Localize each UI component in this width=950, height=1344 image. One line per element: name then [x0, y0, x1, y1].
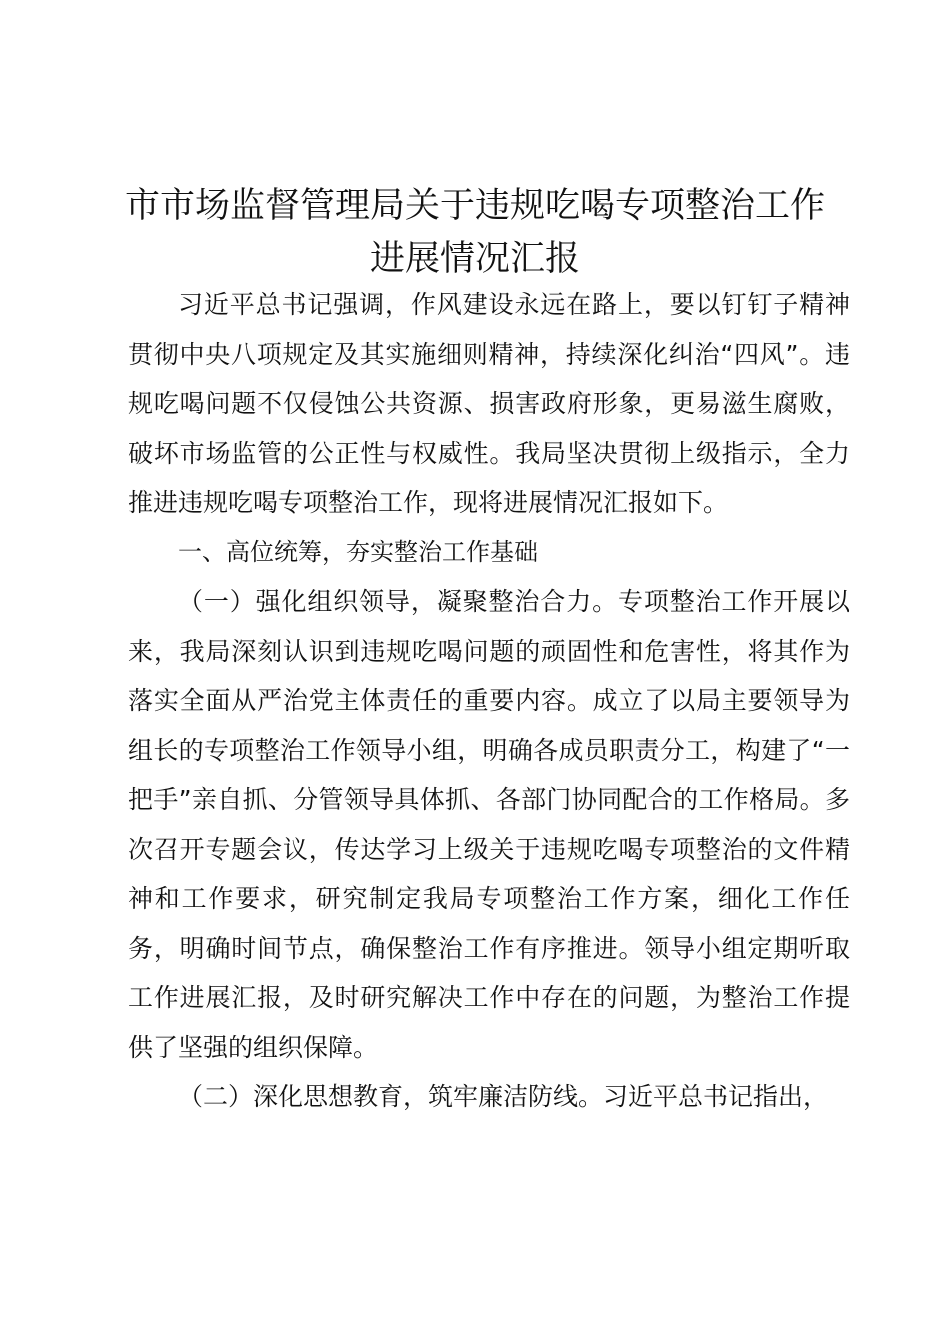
section-heading: 一、高位统筹，夯实整治工作基础	[178, 537, 538, 566]
title-line-1: 市市场监督管理局关于违规吃喝专项整治工作	[124, 186, 825, 226]
intro-paragraph: 习近平总书记强调，作风建设永远在路上，要以钉钉子精神贯彻中央八项规定及其实施细则精神，持续深化纠治“四风”。违规吃喝问题不仅侵蚀公共资源、损害政府形象，更易滋生腐败，破坏市场监管的公正性与权威性。我局坚决贯彻上级指示，全力推进违规吃喝专项整治工作，现将进展情况汇报如下。	[128, 290, 850, 517]
document-title	[110, 180, 840, 286]
body-paragraph: （二）深化思想教育，筑牢廉洁防线。习近平总书记指出，	[178, 1082, 829, 1111]
title-line-2: 进展情况汇报	[369, 239, 580, 279]
document-body	[128, 280, 850, 1122]
body-paragraph: （一）强化组织领导，凝聚整治合力。专项整治工作开展以来，我局深刻认识到违规吃喝问题的顽固性和危害性，将其作为落实全面从严治党主体责任的重要内容。成立了以局主要领导为组长的专项整治工作领导小组，明确各成员职责分工，构建了“一把手”亲自抓、分管领导具体抓、各部门协同配合的工作格局。多次召开专题会议，传达学习上级关于违规吃喝专项整治的文件精神和工作要求，研究制定我局专项整治工作方案，细化工作任务，明确时间节点，确保整治工作有序推进。领导小组定期听取工作进展汇报，及时研究解决工作中存在的问题，为整治工作提供了坚强的组织保障。	[128, 587, 850, 1062]
